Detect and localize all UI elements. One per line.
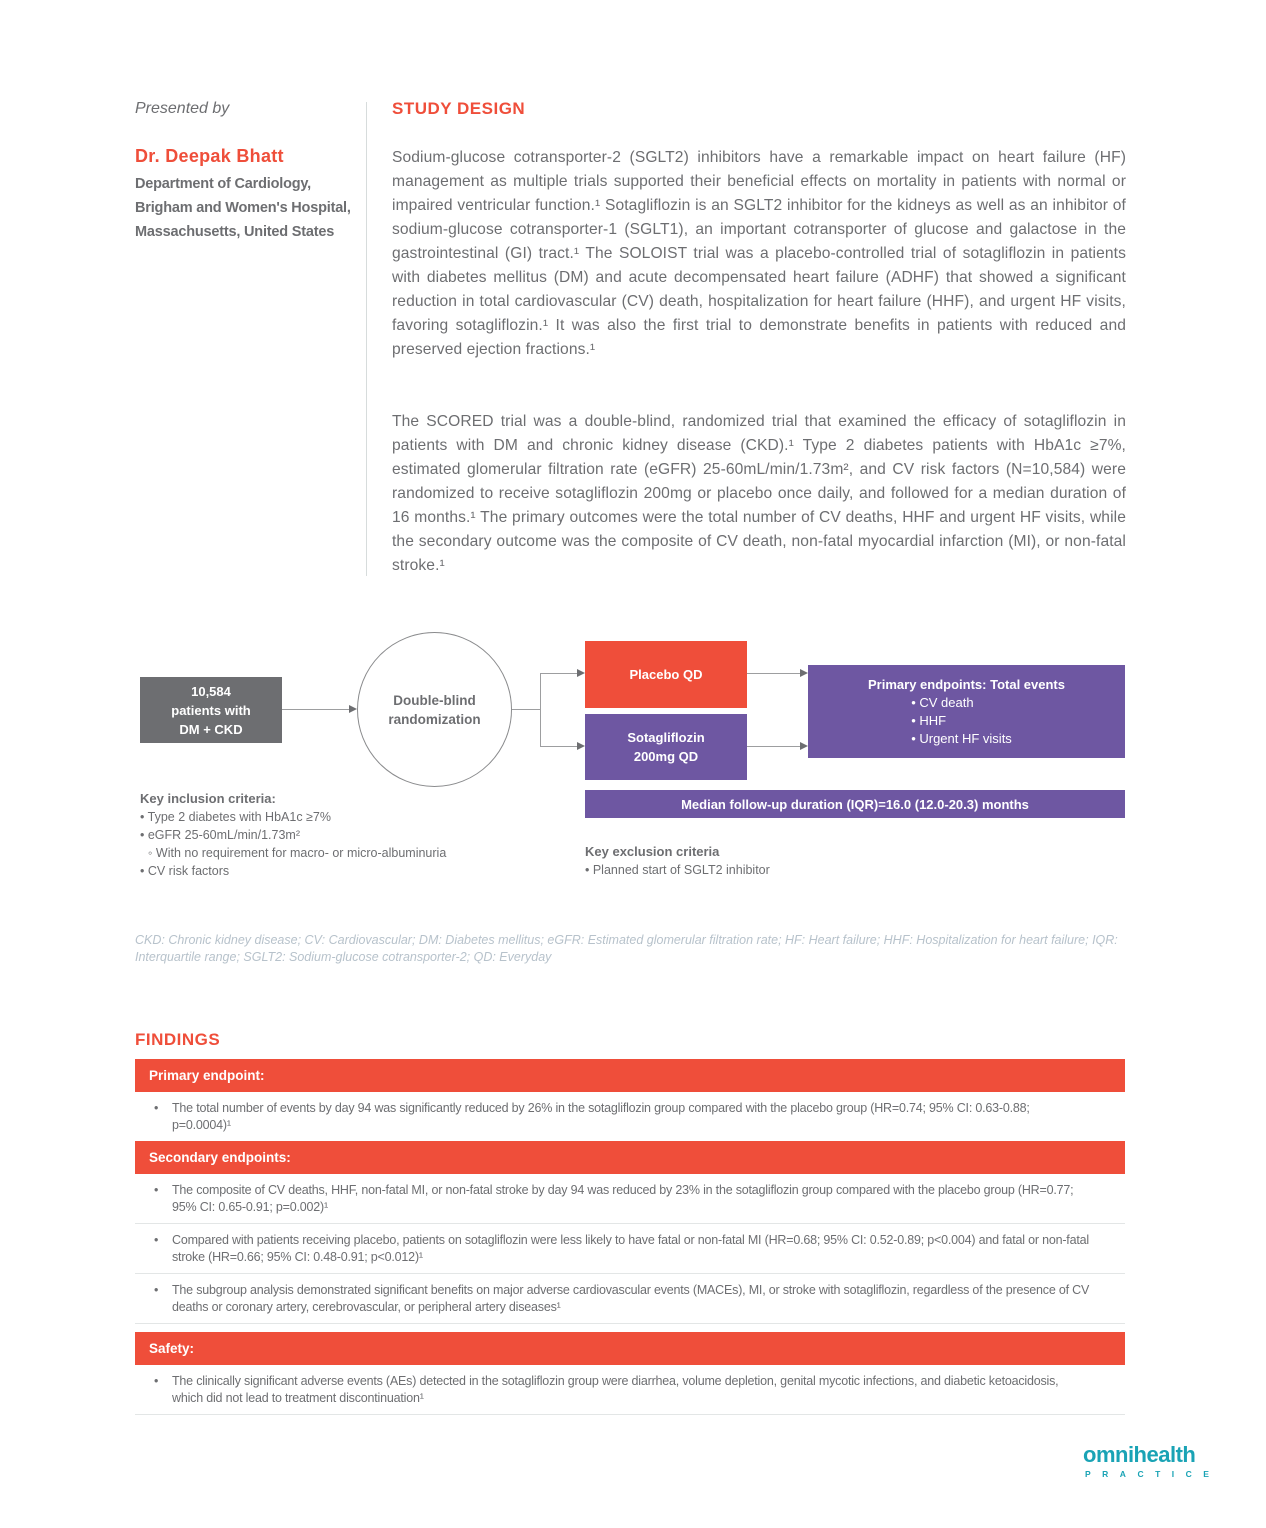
- criteria-item: • Type 2 diabetes with HbA1c ≥7%: [140, 810, 331, 824]
- followup-duration-bar: Median follow-up duration (IQR)=16.0 (12.0-20.3) months: [585, 790, 1125, 818]
- randomization-label: randomization: [388, 711, 481, 727]
- primary-endpoints-list: [911, 694, 1012, 748]
- affiliation-line: Massachusetts, United States: [135, 224, 335, 240]
- connector-line: [540, 673, 577, 674]
- randomization-circle: [357, 632, 512, 787]
- connector-line: [282, 709, 350, 710]
- safety-header: Safety:: [135, 1332, 1125, 1365]
- sotagliflozin-arm-box: [585, 714, 747, 780]
- connector-line: [512, 709, 540, 710]
- study-design-paragraph: Sodium-glucose cotransporter-2 (SGLT2) inhibitors have a remarkable impact on heart failure (HF) management as multiple trials supported their beneficial effects on mortality in patients with normal or impaired ventricular function.¹ Sotagliflozin is an SGLT2 inhibitor for the kidneys as well as an inhibitor of sodium-glucose cotransporter-1 (SGLT1), an important cotransporter of glucose and galactose in the gastrointestinal (GI) tract.¹ The SOLOIST trial was a placebo-controlled trial of sotagliflozin in patients with diabetes mellitus (DM) and acute decompensated heart failure (ADHF) that showed a significant reduction in total cardiovascular (CV) death, hospitalization for heart failure (HHF), and urgent HF visits, favoring sotagliflozin.¹ It was also the first trial to demonstrate benefits in patients with reduced and preserved ejection fractions.¹: [392, 149, 1126, 358]
- affiliation-line: Brigham and Women's Hospital,: [135, 200, 351, 216]
- randomization-label: Double-blind: [393, 692, 476, 708]
- abbreviations-footnote: CKD: Chronic kidney disease; CV: Cardiovascular; DM: Diabetes mellitus; eGFR: Estimated glomerular filtration rate; HF: Heart failure; HHF: Hospitalization for heart failure; IQR: Interquartile range; SGLT2: Sodium-glucose cotransporter-2; QD: Everyday: [135, 933, 1118, 964]
- arrow-right-icon: [577, 669, 585, 677]
- connector-line: [540, 746, 577, 747]
- primary-endpoints-box: [808, 665, 1125, 758]
- criteria-subitem: ◦ With no requirement for macro- or micro-albuminuria: [148, 846, 447, 860]
- criteria-item: • Planned start of SGLT2 inhibitor: [585, 863, 770, 877]
- logo-tagline: PRACTICE: [1085, 1469, 1221, 1479]
- presenter-name: Dr. Deepak Bhatt: [135, 146, 284, 166]
- finding-item: • The total number of events by day 94 was significantly reduced by 26% in the sotagliflozin group compared with the placebo group (HR=0.74; 95% CI: 0.63-0.88; p=0.0004)¹: [135, 1092, 1125, 1141]
- placebo-arm-box: Placebo QD: [585, 641, 747, 708]
- sotagliflozin-label: Sotagliflozin: [627, 730, 705, 745]
- affiliation-line: Department of Cardiology,: [135, 176, 311, 192]
- inclusion-criteria-title: Key inclusion criteria:: [140, 791, 276, 806]
- secondary-endpoints-header: Secondary endpoints:: [135, 1141, 1125, 1174]
- criteria-item: • CV risk factors: [140, 864, 230, 878]
- sotagliflozin-dose: 200mg QD: [633, 749, 699, 764]
- study-design-title: STUDY DESIGN: [392, 99, 526, 118]
- primary-endpoint-header: Primary endpoint:: [135, 1059, 1125, 1092]
- arrow-right-icon: [349, 705, 357, 713]
- finding-item: • Compared with patients receiving placebo, patients on sotagliflozin were less likely to have fatal or non-fatal MI (HR=0.68; 95% CI: 0.52-0.89; p<0.004) and fatal or non-fatal stroke (HR=0.66; 95% CI: 0.48-0.91; p<0.012)¹: [135, 1224, 1125, 1274]
- findings-title: FINDINGS: [135, 1030, 221, 1049]
- patients-count: 10,584: [191, 683, 231, 699]
- finding-item: • The composite of CV deaths, HHF, non-fatal MI, or non-fatal stroke by day 94 was reduced by 23% in the sotagliflozin group compared with the placebo group (HR=0.77; 95% CI: 0.65-0.91; p=0.002)¹: [135, 1174, 1125, 1224]
- finding-item: • The subgroup analysis demonstrated significant benefits on major adverse cardiovascular events (MACEs), MI, or stroke with sotagliflozin, regardless of the presence of CV deaths or coronary artery, cerebrovascular, or peripheral artery diseases¹: [135, 1274, 1125, 1324]
- patients-condition: DM + CKD: [179, 721, 243, 737]
- endpoint-item: • HHF: [911, 713, 947, 728]
- connector-line: [540, 673, 541, 746]
- exclusion-criteria-title: Key exclusion criteria: [585, 844, 720, 859]
- column-divider: [366, 102, 367, 576]
- omnihealth-logo: [1083, 1444, 1220, 1479]
- study-design-paragraph: The SCORED trial was a double-blind, randomized trial that examined the efficacy of sotagliflozin in patients with DM and chronic kidney disease (CKD).¹ Type 2 diabetes patients with HbA1c ≥7%, estimated glomerular filtration rate (eGFR) 25-60mL/min/1.73m², and CV risk factors (N=10,584) were randomized to receive sotagliflozin 200mg or placebo once daily, and followed for a median duration of 16 months.¹ The primary outcomes were the total number of CV deaths, HHF and urgent HF visits, while the secondary outcome was the composite of CV death, non-fatal myocardial infarction (MI), or non-fatal stroke.¹: [392, 413, 1126, 574]
- patients-box: [140, 677, 282, 743]
- primary-endpoints-title: Primary endpoints: Total events: [868, 677, 1065, 692]
- connector-line: [747, 673, 800, 674]
- presenter-affiliation: [135, 172, 351, 244]
- arrow-right-icon: [800, 742, 808, 750]
- exclusion-criteria-list: [585, 861, 770, 879]
- connector-line: [747, 746, 800, 747]
- arrow-right-icon: [800, 669, 808, 677]
- endpoint-item: • CV death: [911, 695, 974, 710]
- finding-item: • The clinically significant adverse events (AEs) detected in the sotagliflozin group were diarrhea, volume depletion, genital mycotic infections, and diabetic ketoacidosis, which did not lead to treatment discontinuation¹: [135, 1365, 1125, 1415]
- patients-label: patients with: [171, 702, 251, 718]
- findings-table: [135, 1059, 1125, 1415]
- arrow-right-icon: [577, 742, 585, 750]
- inclusion-criteria-list: [140, 808, 446, 880]
- presented-by-label: Presented by: [135, 100, 230, 117]
- logo-wordmark: omnihealth: [1083, 1442, 1196, 1467]
- criteria-item: • eGFR 25-60mL/min/1.73m²: [140, 828, 300, 842]
- endpoint-item: • Urgent HF visits: [911, 731, 1012, 746]
